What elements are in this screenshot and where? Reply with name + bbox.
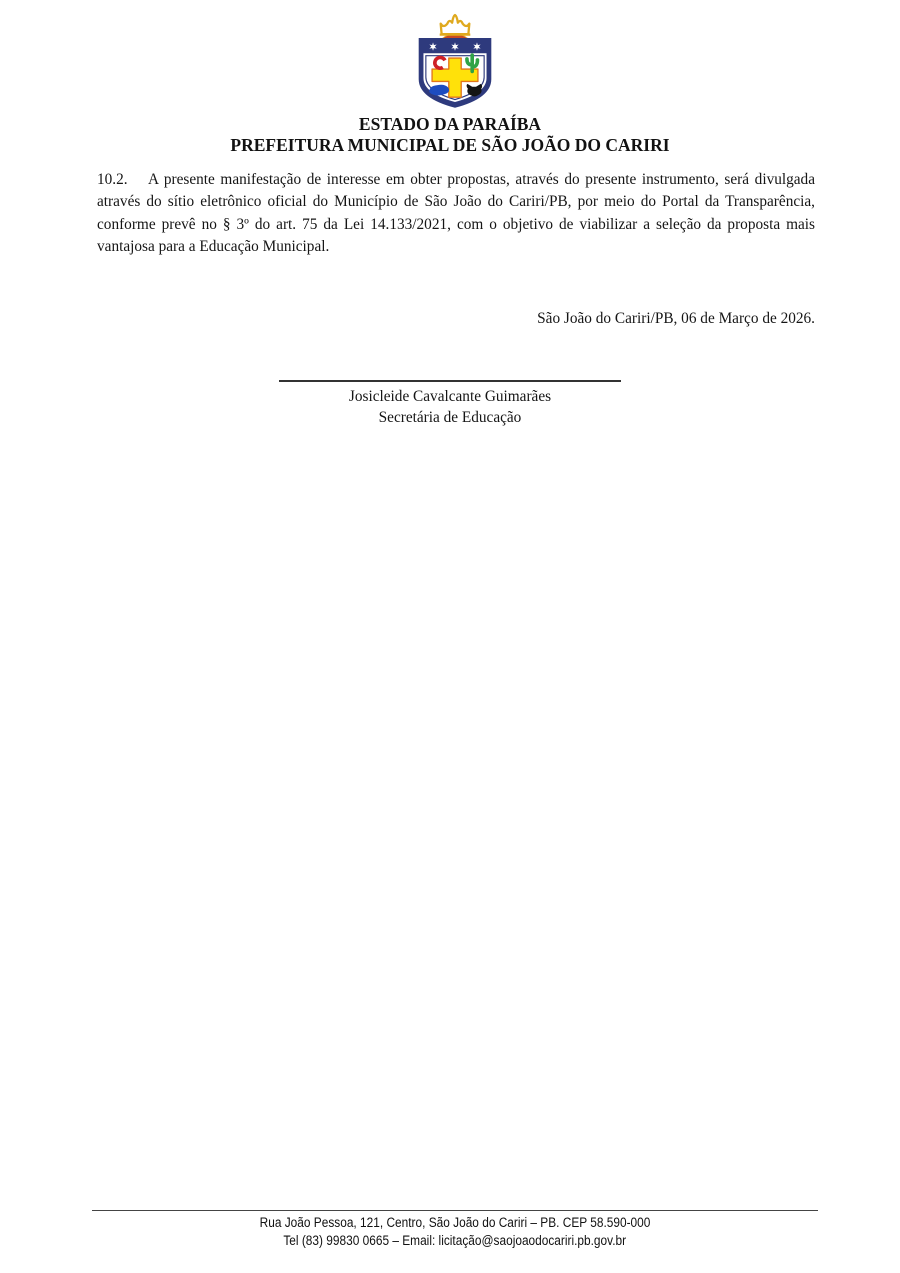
clause-number: 10.2. xyxy=(97,171,128,188)
municipal-coat-of-arms-icon xyxy=(412,8,498,110)
signatory-name: Josicleide Cavalcante Guimarães xyxy=(348,388,552,405)
footer-address-row xyxy=(92,1214,818,1232)
clause-text: A presente manifestação de interesse em obter propostas, através do presente instrumento, será divulgada através do sítio eletrônico oficial do Município de São João do Cariri/PB, por meio do Portal da Transparência, conforme prevê no § 3º do art. 75 da Lei 14.133/2021, com o objetivo de viabilizar a seleção da proposta mais vantajosa para a Educação Municipal. xyxy=(97,171,815,255)
header-state-line: ESTADO DA PARAÍBA xyxy=(358,114,542,134)
header-municipality-line: PREFEITURA MUNICIPAL DE SÃO JOÃO DO CARIRI xyxy=(230,134,670,155)
signature-line xyxy=(279,380,621,382)
document-header xyxy=(0,114,900,155)
signatory-role: Secretária de Educação xyxy=(378,409,522,426)
date-line: São João do Cariri/PB, 06 de Março de 2026. xyxy=(537,310,815,327)
footer-contact-row xyxy=(92,1232,818,1250)
clause-paragraph xyxy=(97,169,815,258)
signature-block xyxy=(0,380,900,428)
footer-address: Rua João Pessoa, 121, Centro, São João do Cariri – PB. CEP 58.590-000 xyxy=(259,1215,651,1230)
page-footer xyxy=(92,1210,818,1249)
footer-contact: Tel (83) 99830 0665 – Email: licitação@saojoaodocariri.pb.gov.br xyxy=(283,1232,627,1248)
